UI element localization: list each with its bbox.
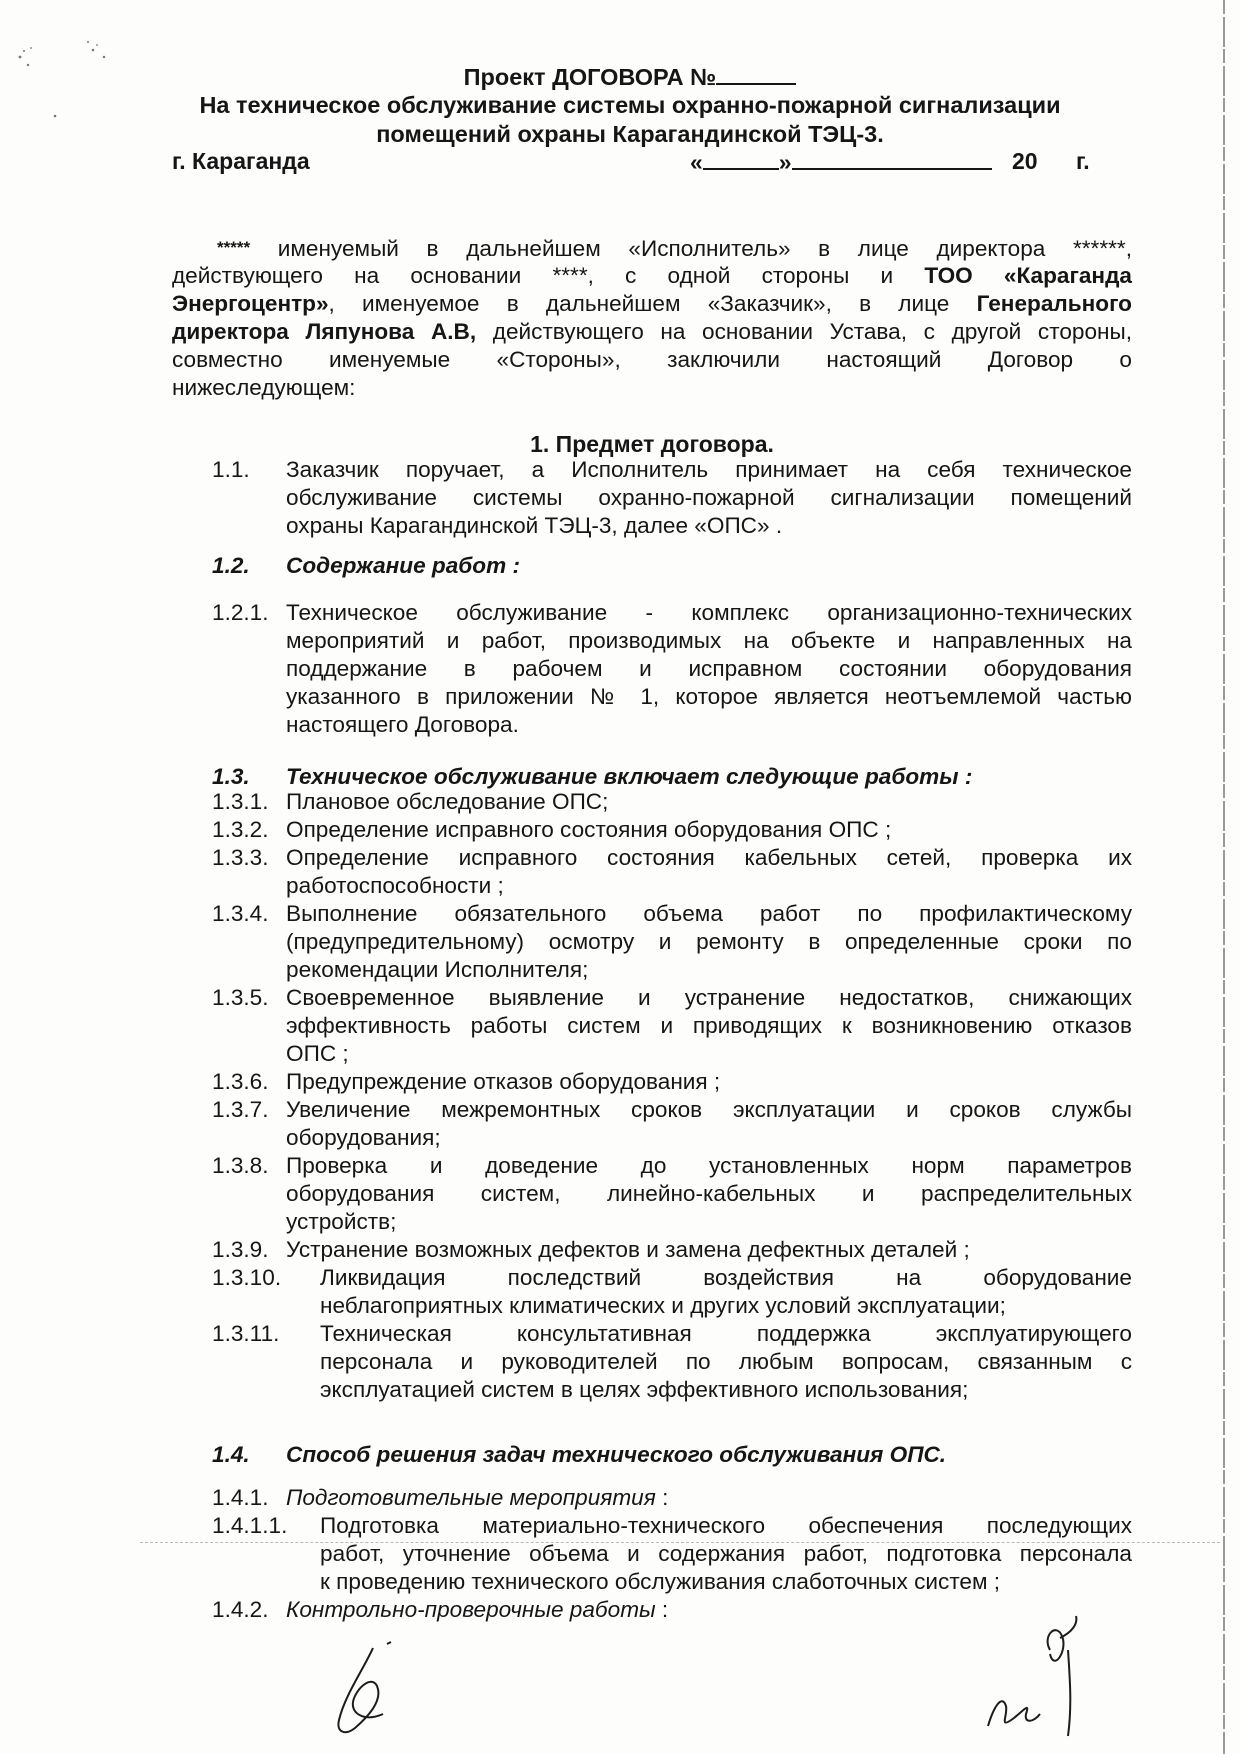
clause-number: 1.3.9.: [212, 1237, 269, 1262]
clause-text: [286, 844, 1132, 900]
clause-line: Выполнение обязательного объема работ по профилактическому: [286, 901, 1132, 926]
signature-right: [980, 1610, 1110, 1740]
clause-line: Устранение возможных дефектов и замена дефектных деталей ;: [286, 1237, 970, 1262]
clause-text: [286, 788, 1132, 816]
clause-line: работ, уточнение объема и содержания работ, подготовка персонала: [320, 1541, 1132, 1566]
preamble-line-4: директора Ляпунова А.В, действующего на основании Устава, с другой стороны,: [172, 319, 1133, 344]
clause-number: 1.3.8.: [212, 1153, 269, 1178]
clause-line: персонала и руководителей по любым вопросам, связанным с: [320, 1349, 1132, 1374]
clause-line: Плановое обследование ОПС;: [286, 789, 609, 814]
clause-line: Своевременное выявление и устранение недостатков, снижающих: [286, 985, 1132, 1010]
clause-text: [286, 763, 1132, 791]
clause-text: [286, 1068, 1132, 1096]
clause-line: к проведению технического обслуживания слаботочных систем ;: [320, 1569, 1001, 1594]
clause-text: [286, 1152, 1132, 1236]
clause-line: оборудования систем, линейно-кабельных и распределительных: [286, 1181, 1132, 1206]
clause-text: [320, 1320, 1132, 1404]
clause-text: [286, 900, 1132, 984]
clause-number: 1.3.1.: [212, 789, 269, 814]
clause-text: [286, 984, 1132, 1068]
clause-line: Предупреждение отказов оборудования ;: [286, 1069, 721, 1094]
clause-line: Подготовка материально-технического обеспечения последующих: [320, 1513, 1132, 1538]
clause-text: [320, 1512, 1132, 1596]
preamble-line-6: нижеследующем:: [172, 375, 356, 400]
contract-date-line: « »: [690, 148, 992, 176]
section-1-title: 1. Предмет договора.: [530, 431, 774, 457]
clause-number: 1.3.3.: [212, 845, 269, 870]
clause-line: охраны Карагандинской ТЭЦ-3, далее «ОПС» .: [286, 513, 783, 538]
clause-text: [320, 1264, 1132, 1320]
clause-text: [286, 552, 1132, 580]
clause-number: 1.3.5.: [212, 985, 269, 1010]
clause-line: мероприятий и работ, производимых на объекте и направленных на: [286, 628, 1132, 653]
clause-subheading: Контрольно-проверочные работы: [286, 1597, 656, 1622]
clause-line: Техническое обслуживание - комплекс организационно-технических: [286, 600, 1132, 625]
clause-line: Определение исправного состояния кабельных сетей, проверка их: [286, 845, 1132, 870]
clause-number: 1.3.2.: [212, 817, 269, 842]
clause-line: устройств;: [286, 1209, 397, 1234]
contract-city: г. Караганда: [172, 148, 310, 174]
clause-line: Заказчик поручает, а Исполнитель принимает на себя техническое: [286, 457, 1132, 482]
clause-subheading-tail: :: [655, 1597, 669, 1622]
clause-line: работоспособности ;: [286, 873, 504, 898]
document-title: Проект ДОГОВОРА №: [150, 63, 1110, 91]
document-subtitle-line2: помещений охраны Карагандинской ТЭЦ-3.: [376, 121, 884, 147]
clause-number: 1.3.6.: [212, 1069, 269, 1094]
clause-subheading: Подготовительные мероприятия: [286, 1485, 656, 1510]
clause-number: 1.3.4.: [212, 901, 269, 926]
clause-line: Техническая консультативная поддержка эксплуатирующего: [320, 1321, 1132, 1346]
contract-year: 20: [1012, 148, 1038, 174]
clause-number: 1.2.: [212, 553, 250, 578]
clause-line: ОПС ;: [286, 1041, 349, 1066]
clause-number: 1.2.1.: [212, 600, 269, 625]
clause-line: эффективность работы систем и приводящих к возникновению отказов: [286, 1013, 1132, 1038]
clause-text: [286, 456, 1132, 540]
clause-text: [286, 599, 1132, 739]
clause-line: неблагоприятных климатических и других условий эксплуатации;: [320, 1293, 1006, 1318]
clause-text: [286, 1096, 1132, 1152]
clause-line: Ликвидация последствий воздействия на оборудование: [320, 1265, 1132, 1290]
clause-line: настоящего Договора.: [286, 712, 519, 737]
clause-line: эксплуатацией систем в целях эффективного использования;: [320, 1377, 969, 1402]
clause-line: оборудования;: [286, 1125, 441, 1150]
clause-line: указанного в приложении № 1, которое является неотъемлемой частью: [286, 684, 1132, 709]
clause-heading: Способ решения задач технического обслуживания ОПС.: [286, 1442, 947, 1467]
clause-number: 1.3.7.: [212, 1097, 269, 1122]
clause-text: [286, 1441, 1132, 1469]
signature-left: [325, 1640, 415, 1740]
preamble-line-5: совместно именуемые «Стороны», заключили настоящий Договор о: [172, 347, 1132, 372]
clause-heading: Содержание работ :: [286, 553, 520, 578]
clause-text: [286, 816, 1132, 844]
clause-number: 1.3.10.: [212, 1265, 282, 1290]
clause-text: [286, 1236, 1132, 1264]
preamble-line-1: ***** именуемый в дальнейшем «Исполнитель» в лице директора ******,: [217, 236, 1133, 261]
clause-number: 1.3.: [212, 764, 250, 789]
clause-heading: Техническое обслуживание включает следующие работы :: [286, 764, 973, 789]
clause-number: 1.1.: [212, 457, 250, 482]
scan-edge-line-decoration: [1221, 0, 1227, 1754]
clause-subheading-tail: :: [655, 1485, 669, 1510]
clause-number: 1.4.2.: [212, 1597, 269, 1622]
clause-line: (предупредительному) осмотру и ремонту в определенные сроки по: [286, 929, 1132, 954]
clause-line: рекомендации Исполнителя;: [286, 957, 589, 982]
preamble-line-3: Энергоцентр», именуемое в дальнейшем «Заказчик», в лице Генерального: [172, 291, 1132, 316]
clause-line: Увеличение межремонтных сроков эксплуатации и сроков службы: [286, 1097, 1132, 1122]
contract-year-suffix: г.: [1076, 148, 1090, 174]
clause-line: обслуживание системы охранно-пожарной сигнализации помещений: [286, 485, 1132, 510]
document-subtitle-line1: На техническое обслуживание системы охранно-пожарной сигнализации: [199, 92, 1061, 118]
clause-line: Определение исправного состояния оборудования ОПС ;: [286, 817, 892, 842]
clause-line: поддержание в рабочем и исправном состоянии оборудования: [286, 656, 1132, 681]
clause-number: 1.4.1.1.: [212, 1513, 288, 1538]
scan-specks-decoration: [0, 30, 140, 140]
scan-fold-line-decoration: [140, 1542, 1220, 1543]
clause-text: [286, 1484, 1132, 1512]
clause-number: 1.3.11.: [212, 1321, 280, 1346]
clause-line: Проверка и доведение до установленных норм параметров: [286, 1153, 1132, 1178]
preamble-line-2: действующего на основании ****, с одной стороны и ТОО «Караганда: [172, 263, 1132, 288]
clause-number: 1.4.: [212, 1442, 250, 1467]
clause-number: 1.4.1.: [212, 1485, 269, 1510]
